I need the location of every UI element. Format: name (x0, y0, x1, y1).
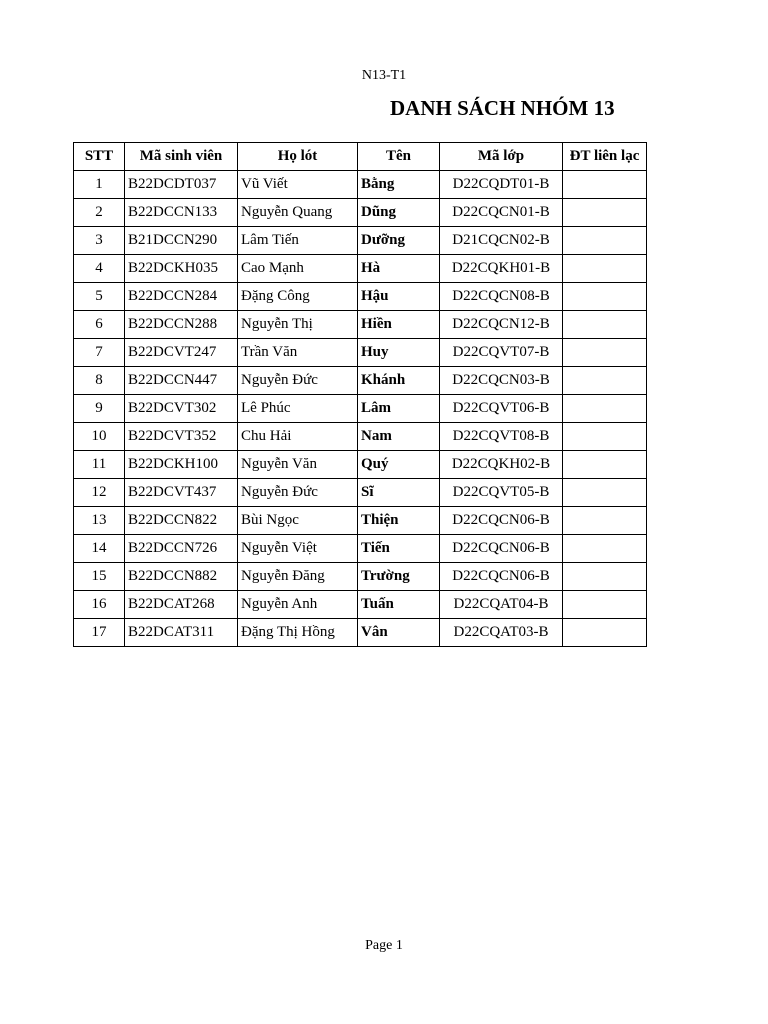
cell-class-code: D22CQKH01-B (440, 255, 563, 283)
table-row (74, 451, 647, 479)
cell-last-middle-name: Bùi Ngọc (238, 507, 358, 535)
table-row (74, 339, 647, 367)
cell-first-name: Sĩ (358, 479, 440, 507)
cell-last-middle-name: Lâm Tiến (238, 227, 358, 255)
cell-student-id: B22DCAT311 (125, 619, 238, 647)
cell-first-name: Tuấn (358, 591, 440, 619)
table-row (74, 311, 647, 339)
cell-stt: 6 (74, 311, 125, 339)
cell-phone (563, 283, 647, 311)
cell-last-middle-name: Cao Mạnh (238, 255, 358, 283)
cell-first-name: Tiến (358, 535, 440, 563)
cell-class-code: D22CQDT01-B (440, 171, 563, 199)
cell-first-name: Dũng (358, 199, 440, 227)
cell-phone (563, 479, 647, 507)
cell-last-middle-name: Nguyễn Đức (238, 367, 358, 395)
table-row (74, 479, 647, 507)
cell-stt: 8 (74, 367, 125, 395)
column-header-class-code: Mã lớp (440, 143, 563, 171)
cell-first-name: Khánh (358, 367, 440, 395)
cell-student-id: B22DCCN822 (125, 507, 238, 535)
cell-class-code: D22CQAT04-B (440, 591, 563, 619)
table-row (74, 507, 647, 535)
cell-stt: 16 (74, 591, 125, 619)
cell-stt: 10 (74, 423, 125, 451)
cell-class-code: D22CQCN06-B (440, 507, 563, 535)
cell-last-middle-name: Nguyễn Thị (238, 311, 358, 339)
cell-phone (563, 395, 647, 423)
cell-student-id: B22DCDT037 (125, 171, 238, 199)
cell-stt: 2 (74, 199, 125, 227)
cell-student-id: B22DCVT437 (125, 479, 238, 507)
column-header-first-name: Tên (358, 143, 440, 171)
cell-student-id: B22DCCN288 (125, 311, 238, 339)
cell-last-middle-name: Lê Phúc (238, 395, 358, 423)
cell-class-code: D22CQAT03-B (440, 619, 563, 647)
cell-phone (563, 619, 647, 647)
cell-stt: 13 (74, 507, 125, 535)
cell-phone (563, 227, 647, 255)
cell-class-code: D22CQCN12-B (440, 311, 563, 339)
cell-class-code: D22CQVT07-B (440, 339, 563, 367)
cell-first-name: Huy (358, 339, 440, 367)
cell-first-name: Thiện (358, 507, 440, 535)
cell-stt: 3 (74, 227, 125, 255)
cell-stt: 7 (74, 339, 125, 367)
cell-student-id: B22DCCN133 (125, 199, 238, 227)
cell-stt: 4 (74, 255, 125, 283)
cell-class-code: D22CQCN08-B (440, 283, 563, 311)
cell-last-middle-name: Đặng Công (238, 283, 358, 311)
cell-class-code: D22CQCN06-B (440, 535, 563, 563)
document-title: DANH SÁCH NHÓM 13 (390, 96, 615, 120)
cell-student-id: B22DCAT268 (125, 591, 238, 619)
cell-phone (563, 591, 647, 619)
cell-last-middle-name: Vũ Viết (238, 171, 358, 199)
cell-phone (563, 367, 647, 395)
table-header-row (74, 143, 647, 171)
column-header-phone: ĐT liên lạc (563, 143, 647, 171)
cell-student-id: B22DCVT302 (125, 395, 238, 423)
cell-first-name: Quý (358, 451, 440, 479)
cell-stt: 11 (74, 451, 125, 479)
cell-student-id: B22DCCN882 (125, 563, 238, 591)
cell-first-name: Hà (358, 255, 440, 283)
cell-phone (563, 255, 647, 283)
cell-phone (563, 311, 647, 339)
table-body (74, 171, 647, 647)
table-row (74, 423, 647, 451)
table-row (74, 171, 647, 199)
column-header-last-middle-name: Họ lót (238, 143, 358, 171)
cell-class-code: D22CQVT06-B (440, 395, 563, 423)
cell-stt: 5 (74, 283, 125, 311)
document-code: N13-T1 (361, 68, 407, 83)
cell-phone (563, 507, 647, 535)
cell-first-name: Nam (358, 423, 440, 451)
cell-last-middle-name: Nguyễn Đăng (238, 563, 358, 591)
cell-stt: 15 (74, 563, 125, 591)
table-row (74, 227, 647, 255)
cell-class-code: D22CQVT05-B (440, 479, 563, 507)
cell-phone (563, 199, 647, 227)
cell-stt: 14 (74, 535, 125, 563)
cell-student-id: B22DCVT247 (125, 339, 238, 367)
cell-class-code: D22CQCN06-B (440, 563, 563, 591)
cell-first-name: Hậu (358, 283, 440, 311)
cell-student-id: B22DCCN447 (125, 367, 238, 395)
cell-phone (563, 171, 647, 199)
column-header-student-id: Mã sinh viên (125, 143, 238, 171)
cell-phone (563, 563, 647, 591)
table-row (74, 367, 647, 395)
table-row (74, 563, 647, 591)
cell-phone (563, 535, 647, 563)
cell-last-middle-name: Đặng Thị Hồng (238, 619, 358, 647)
cell-student-id: B22DCKH100 (125, 451, 238, 479)
cell-last-middle-name: Nguyễn Đức (238, 479, 358, 507)
cell-student-id: B22DCKH035 (125, 255, 238, 283)
cell-last-middle-name: Nguyễn Anh (238, 591, 358, 619)
table-row (74, 283, 647, 311)
cell-last-middle-name: Nguyễn Việt (238, 535, 358, 563)
cell-class-code: D22CQCN03-B (440, 367, 563, 395)
student-roster-table (73, 142, 647, 647)
table-row (74, 619, 647, 647)
cell-phone (563, 451, 647, 479)
table-row (74, 199, 647, 227)
table-row (74, 535, 647, 563)
table-row (74, 591, 647, 619)
cell-student-id: B21DCCN290 (125, 227, 238, 255)
cell-stt: 17 (74, 619, 125, 647)
cell-phone (563, 339, 647, 367)
cell-stt: 9 (74, 395, 125, 423)
cell-class-code: D22CQCN01-B (440, 199, 563, 227)
cell-first-name: Hiền (358, 311, 440, 339)
cell-first-name: Bằng (358, 171, 440, 199)
cell-stt: 12 (74, 479, 125, 507)
cell-student-id: B22DCVT352 (125, 423, 238, 451)
cell-stt: 1 (74, 171, 125, 199)
cell-class-code: D22CQKH02-B (440, 451, 563, 479)
cell-last-middle-name: Nguyễn Văn (238, 451, 358, 479)
cell-last-middle-name: Chu Hải (238, 423, 358, 451)
cell-phone (563, 423, 647, 451)
cell-first-name: Dưỡng (358, 227, 440, 255)
table-row (74, 255, 647, 283)
page-number: Page 1 (365, 938, 403, 953)
cell-class-code: D22CQVT08-B (440, 423, 563, 451)
cell-class-code: D21CQCN02-B (440, 227, 563, 255)
cell-first-name: Trường (358, 563, 440, 591)
cell-last-middle-name: Nguyễn Quang (238, 199, 358, 227)
cell-student-id: B22DCCN726 (125, 535, 238, 563)
cell-student-id: B22DCCN284 (125, 283, 238, 311)
cell-last-middle-name: Trần Văn (238, 339, 358, 367)
cell-first-name: Vân (358, 619, 440, 647)
table-row (74, 395, 647, 423)
column-header-stt: STT (74, 143, 125, 171)
cell-first-name: Lâm (358, 395, 440, 423)
